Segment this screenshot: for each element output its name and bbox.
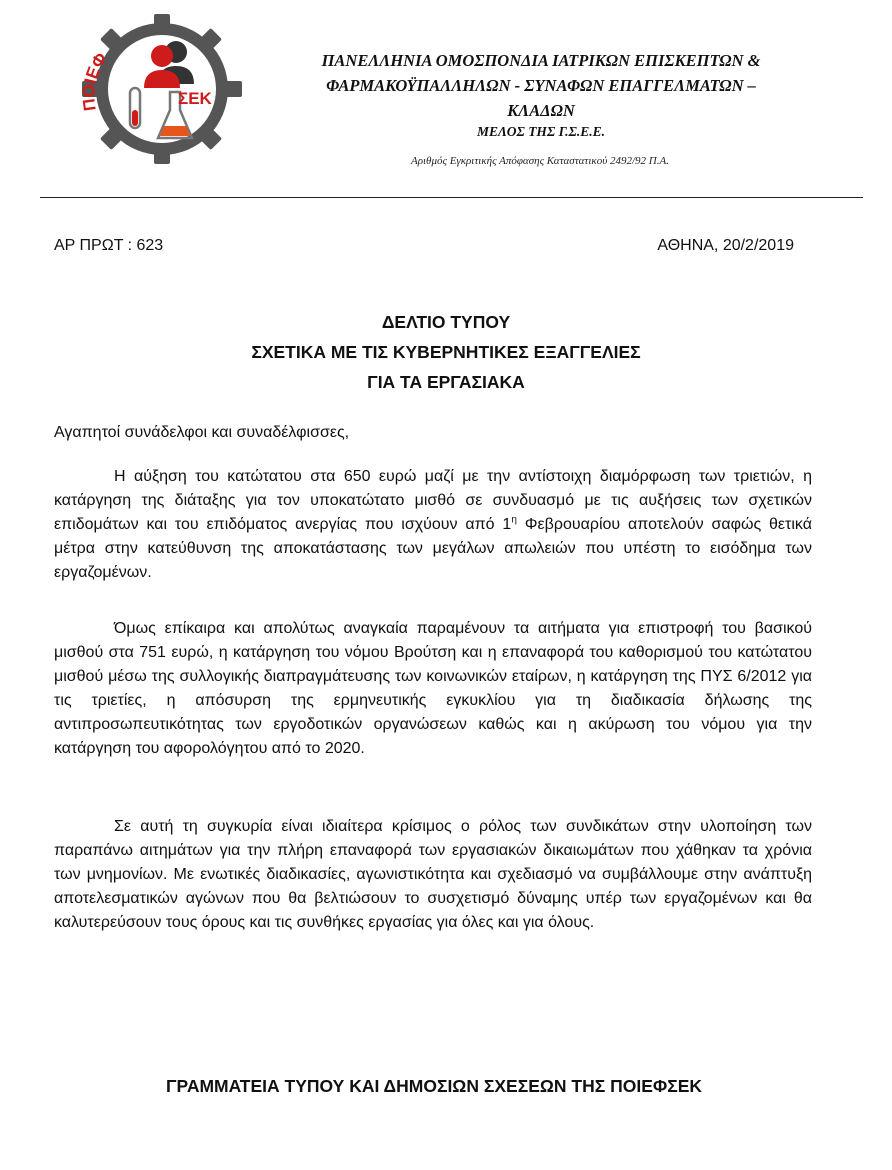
greeting: Αγαπητοί συνάδελφοι και συναδέλφισσες, — [54, 424, 350, 441]
paragraph-2: Όμως επίκαιρα και απολύτως αναγκαία παραμένουν τα αιτήματα για επιστροφή του βασικού μισθού στα 751 ευρώ, η κατάργηση του νόμου Βρούτση και η επαναφορά του καθορισμού του κατώτατου μισθού μέσω της συλλογικής διαπραγμάτευσης των κοινωνικών εταίρων, η κατάργηση της ΠΥΣ 6/2012 για τις τριετίες, η απόσυρση της ερμηνευτικής εγκυκλίου για τη διαδικασία δήλωσης της αντιπροσωπευτικότητας των εργοδοτικών οργανώσεων καθώς και η ακύρωση του νόμου για την κατάργηση του αφορολόγητου από το 2020. — [54, 620, 812, 757]
organization-logo — [78, 14, 244, 164]
org-name-line-1: ΠΑΝΕΛΛΗΝΙΑ ΟΜΟΣΠΟΝΔΙΑ ΙΑΤΡΙΚΩΝ ΕΠΙΣΚΕΠΤΩΝ & — [321, 51, 761, 70]
paragraph-1 — [54, 465, 812, 585]
paragraph-3: Σε αυτή τη συγκυρία είναι ιδιαίτερα κρίσιμος ο ρόλος των συνδικάτων στην υλοποίηση των παραπάνω αιτημάτων για την πλήρη επαναφορά των εργασιακών δικαιωμάτων που χάθηκαν τα χρόνια των μνημονίων. Με ενωτικές διαδικασίες, αγωνιστικότητα και σχεδιασμό να συμβάλλουμε στην ανάπτυξη αποτελεσματικών αγώνων που θα βελτιώσουν το συσχετισμό δύναμης υπέρ των εργαζομένων και θα καλυτερεύσουν τους όρους και τις συνθήκες εργασίας για όλες και για όλους. — [54, 818, 812, 931]
place-date: ΑΘΗΝΑ, 20/2/2019 — [657, 237, 794, 254]
membership-line: ΜΕΛΟΣ ΤΗΣ Γ.Σ.Ε.Ε. — [477, 124, 605, 139]
logo-text-right: ΣΕΚ — [178, 89, 212, 108]
org-name-line-3: ΚΛΑΔΩΝ — [507, 101, 575, 120]
document-subtitle-line-2: ΓΙΑ ΤΑ ΕΡΓΑΣΙΑΚΑ — [367, 372, 525, 392]
org-name-line-2: ΦΑΡΜΑΚΟΫΠΑΛΛΗΛΩΝ - ΣΥΝΑΦΩΝ ΕΠΑΓΓΕΛΜΑΤΩΝ – — [326, 76, 756, 95]
paragraph-1-text-b: Φεβρουαρίου αποτελούν σαφώς θετικά μέτρα στην κατεύθυνση της αποκατάστασης των μεγάλων απωλειών που υπέστη το εισόδημα των εργαζομένων. — [54, 516, 812, 581]
document-title: ΔΕΛΤΙΟ ΤΥΠΟΥ — [381, 312, 511, 332]
header-divider — [40, 197, 863, 198]
approval-number: Αριθμός Εγκριτικής Απόφασης Καταστατικού 2492/92 Π.Α. — [411, 155, 669, 167]
gear-logo-icon — [78, 14, 244, 164]
logo-text-left: ΠΟΙΕΦ — [79, 49, 111, 113]
protocol-number: ΑΡ ΠΡΩΤ : 623 — [54, 237, 164, 254]
organization-header — [252, 48, 830, 141]
document-subtitle-line-1: ΣΧΕΤΙΚΑ ΜΕ ΤΙΣ ΚΥΒΕΡΝΗΤΙΚΕΣ ΕΞΑΓΓΕΛΙΕΣ — [251, 342, 641, 362]
signature-footer: ΓΡΑΜΜΑΤΕΙΑ ΤΥΠΟΥ ΚΑΙ ΔΗΜΟΣΙΩΝ ΣΧΕΣΕΩΝ ΤΗΣ ΠΟΙΕΦΣΕΚ — [165, 1076, 703, 1096]
paragraph-1-text-a: Η αύξηση του κατώτατου στα 650 ευρώ μαζί με την αντίστοιχη διαμόρφωση των τριετιών, η κατάργηση της διάταξης για τον υποκατώτατο μισθό σε συνδυασμό με τις αυξήσεις των σχετικών επιδομάτων και του επιδόματος ανεργίας που ισχύουν από 1 — [54, 468, 812, 533]
paragraph-1-superscript: η — [511, 514, 517, 526]
